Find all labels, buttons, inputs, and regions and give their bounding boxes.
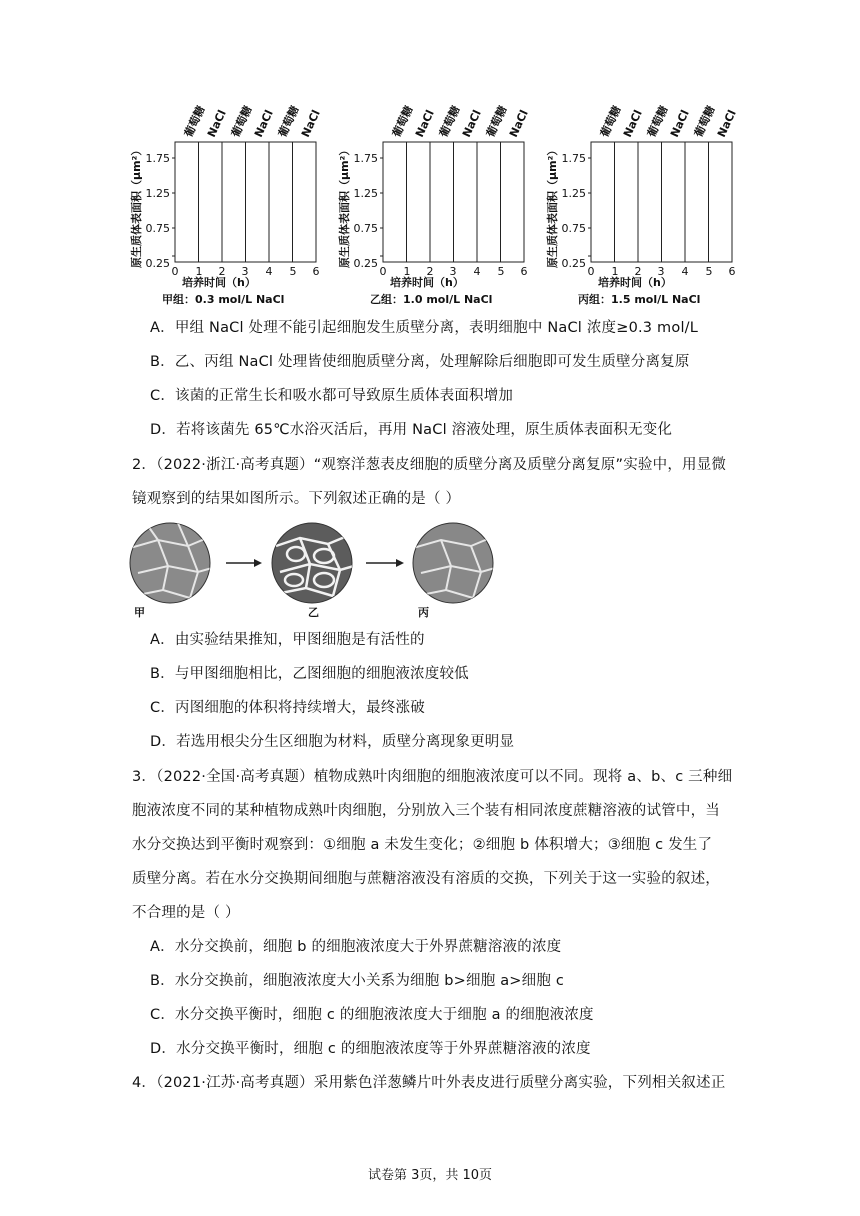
micrograph-jia — [130, 523, 212, 603]
chart-bing-ylabel: 原生质体表面积（μm²） — [546, 144, 559, 268]
ytick: 0.75 — [145, 222, 170, 235]
xtick: 0 — [587, 265, 595, 278]
top-label: NaCl — [667, 107, 692, 140]
xtick: 1 — [403, 265, 411, 278]
figure-protoplast-charts — [118, 100, 738, 315]
top-label: NaCl — [506, 107, 531, 140]
top-label: NaCl — [412, 107, 437, 140]
chart-yi-xlabel: 培养时间（h） — [390, 276, 464, 289]
chart-yi-svg — [326, 100, 531, 315]
chart-bing-marks — [588, 142, 732, 262]
xtick: 3 — [657, 265, 665, 278]
xtick: 0 — [379, 265, 387, 278]
q2-option-d: D．若选用根尖分生区细胞为材料，质壁分离现象更明显 — [150, 734, 515, 750]
q1-option-d: D．若将该菌先 65℃水浴灭活后，再用 NaCl 溶液处理，原生质体表面积无变化 — [150, 422, 673, 438]
xtick: 6 — [312, 265, 320, 278]
figure-micrographs — [128, 518, 498, 618]
chart-jia-marks — [172, 142, 316, 262]
ytick: 1.75 — [353, 152, 378, 165]
q1-option-a: A．甲组 NaCl 处理不能引起细胞发生质壁分离，表明细胞中 NaCl 浓度≥0.3 mol/L — [150, 320, 699, 336]
xtick: 2 — [426, 265, 434, 278]
micrograph-label-jia: 甲 — [134, 606, 145, 618]
ytick: 1.75 — [145, 152, 170, 165]
xtick: 4 — [681, 265, 689, 278]
xtick: 4 — [473, 265, 481, 278]
q2-option-b: B．与甲图细胞相比，乙图细胞的细胞液浓度较低 — [150, 666, 469, 682]
ytick: 0.25 — [145, 257, 170, 270]
q3-stem-line5: 不合理的是（ ） — [132, 905, 240, 921]
top-label: 葡萄糖 — [275, 103, 302, 140]
ytick: 1.75 — [561, 152, 586, 165]
xtick: 2 — [218, 265, 226, 278]
top-label: 葡萄糖 — [436, 103, 463, 140]
xtick: 6 — [728, 265, 736, 278]
chart-group-yi — [326, 100, 531, 315]
xtick: 1 — [611, 265, 619, 278]
micrograph-bing — [413, 523, 495, 603]
xtick: 1 — [195, 265, 203, 278]
top-label: 葡萄糖 — [644, 103, 671, 140]
q3-option-d: D．水分交换平衡时，细胞 c 的细胞液浓度等于外界蔗糖溶液的浓度 — [150, 1041, 591, 1057]
q3-option-a: A．水分交换前，细胞 b 的细胞液浓度大于外界蔗糖溶液的浓度 — [150, 939, 562, 955]
top-label: NaCl — [298, 107, 323, 140]
ytick: 0.25 — [561, 257, 586, 270]
chart-jia-svg — [118, 100, 323, 315]
top-label: 葡萄糖 — [483, 103, 510, 140]
chart-yi-ylabel: 原生质体表面积（μm²） — [338, 144, 351, 268]
chart-yi-marks — [380, 142, 524, 262]
q4-stem-line1: 4．（2021·江苏·高考真题）采用紫色洋葱鳞片叶外表皮进行质壁分离实验，下列相关叙述正 — [132, 1075, 726, 1091]
ytick: 0.25 — [353, 257, 378, 270]
q1-option-b: B．乙、丙组 NaCl 处理皆使细胞质壁分离，处理解除后细胞即可发生质壁分离复原 — [150, 354, 690, 370]
arrow-1 — [226, 559, 262, 567]
micrograph-label-bing: 丙 — [418, 606, 429, 618]
q2-stem-line1: 2．（2022·浙江·高考真题）“观察洋葱表皮细胞的质壁分离及质壁分离复原”实验中，用显微 — [132, 457, 727, 473]
ytick: 1.25 — [145, 187, 170, 200]
top-label: 葡萄糖 — [389, 103, 416, 140]
xtick: 0 — [171, 265, 179, 278]
top-label: NaCl — [714, 107, 739, 140]
q1-option-c: C．该菌的正常生长和吸水都可导致原生质体表面积增加 — [150, 388, 514, 404]
chart-bing-xlabel: 培养时间（h） — [598, 276, 672, 289]
xtick: 5 — [497, 265, 505, 278]
top-label: 葡萄糖 — [228, 103, 255, 140]
ytick: 0.75 — [353, 222, 378, 235]
q3-stem-line4: 质壁分离。若在水分交换期间细胞与蔗糖溶液没有溶质的交换，下列关于这一实验的叙述， — [132, 871, 720, 887]
xtick: 6 — [520, 265, 528, 278]
xtick: 5 — [289, 265, 297, 278]
top-label: 葡萄糖 — [597, 103, 624, 140]
q3-option-c: C．水分交换平衡时，细胞 c 的细胞液浓度大于细胞 a 的细胞液浓度 — [150, 1007, 594, 1023]
chart-jia-xlabel: 培养时间（h） — [182, 276, 256, 289]
q2-option-c: C．丙图细胞的体积将持续增大，最终涨破 — [150, 700, 425, 716]
chart-bing-caption: 丙组：1.5 mol/L NaCl — [578, 293, 701, 306]
ytick: 0.75 — [561, 222, 586, 235]
micrograph-label-yi: 乙 — [308, 606, 319, 618]
q3-stem-line3: 水分交换达到平衡时观察到：①细胞 a 未发生变化；②细胞 b 体积增大；③细胞 c 发生了 — [132, 837, 713, 853]
top-label: NaCl — [204, 107, 229, 140]
q2-stem-line2: 镜观察到的结果如图所示。下列叙述正确的是（ ） — [132, 491, 461, 507]
chart-jia-caption: 甲组：0.3 mol/L NaCl — [162, 293, 285, 306]
ytick: 1.25 — [561, 187, 586, 200]
arrow-2 — [366, 559, 404, 567]
chart-bing-svg — [534, 100, 739, 315]
page-footer: 试卷第 3页，共 10页 — [367, 1168, 493, 1183]
chart-jia-ylabel: 原生质体表面积（μm²） — [130, 144, 143, 268]
top-label: NaCl — [459, 107, 484, 140]
q3-stem-line1: 3．（2022·全国·高考真题）植物成熟叶肉细胞的细胞液浓度可以不同。现将 a、b、c 三种细 — [132, 769, 733, 785]
xtick: 4 — [265, 265, 273, 278]
top-label: 葡萄糖 — [181, 103, 208, 140]
xtick: 5 — [705, 265, 713, 278]
q3-stem-line2: 胞液浓度不同的某种植物成熟叶肉细胞，分别放入三个装有相同浓度蔗糖溶液的试管中，当 — [132, 803, 720, 819]
xtick: 3 — [241, 265, 249, 278]
q3-option-b: B．水分交换前，细胞液浓度大小关系为细胞 b>细胞 a>细胞 c — [150, 973, 565, 989]
top-label: 葡萄糖 — [691, 103, 718, 140]
chart-yi-caption: 乙组：1.0 mol/L NaCl — [370, 293, 493, 306]
xtick: 3 — [449, 265, 457, 278]
xtick: 2 — [634, 265, 642, 278]
top-label: NaCl — [251, 107, 276, 140]
q2-option-a: A．由实验结果推知，甲图细胞是有活性的 — [150, 632, 425, 648]
top-label: NaCl — [620, 107, 645, 140]
chart-group-bing — [534, 100, 739, 315]
micrograph-svg — [128, 518, 498, 618]
chart-group-jia — [118, 100, 323, 315]
micrograph-yi — [272, 523, 354, 603]
ytick: 1.25 — [353, 187, 378, 200]
